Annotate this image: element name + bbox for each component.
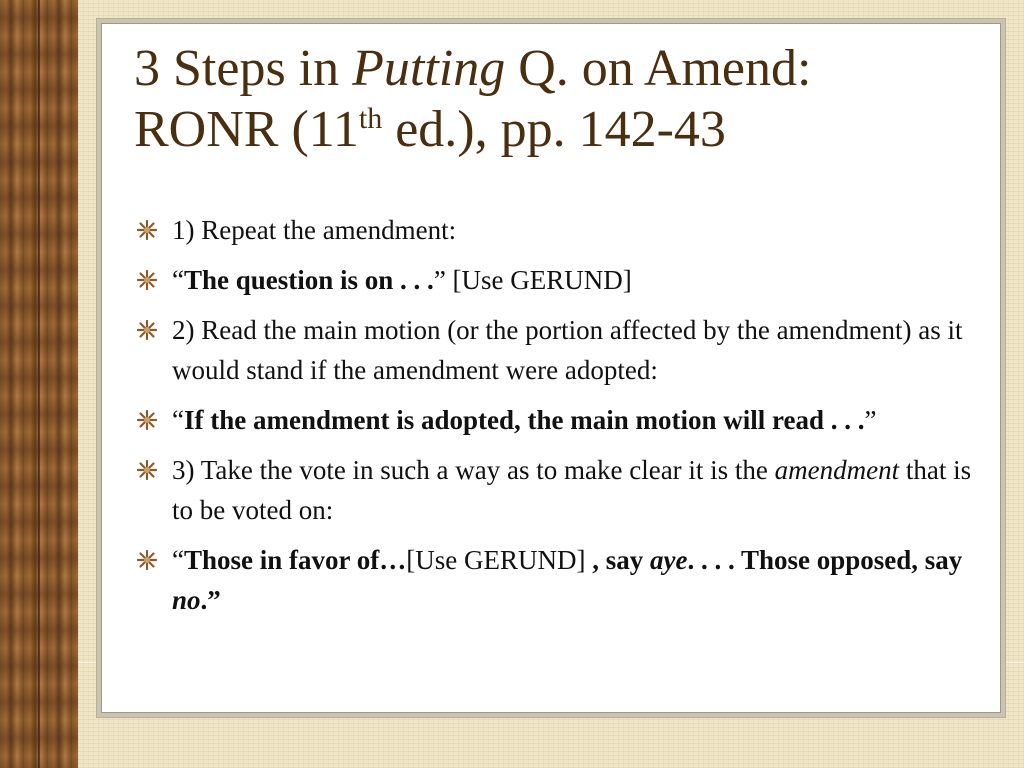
title-part: ed.), pp. 142-43: [382, 101, 726, 158]
quote-mark: “: [172, 265, 184, 295]
quote-mark: “: [172, 405, 184, 435]
bullet-item: [132, 450, 972, 530]
star-bullet-icon: [136, 549, 158, 571]
bullet-text: that is to be voted on:: [172, 455, 972, 525]
bullet-bold-text: The question is on . . .: [183, 265, 434, 295]
bullet-bold-text: Those in favor of…: [183, 545, 407, 575]
title-part: Q. on Amend:: [505, 40, 812, 97]
bullet-bold-text: If the amendment is adopted, the main motion will read . . .: [183, 405, 865, 435]
bullet-italic-text: no: [172, 585, 201, 615]
bullet-text: 2) Read the main motion (or the portion affected by the amendment) as it would stand if the amendment were adopted:: [172, 315, 963, 385]
bullet-bold-text: . . . . Those opposed, say: [687, 545, 963, 575]
bullet-text: ” [Use GERUND]: [433, 265, 632, 295]
star-bullet-icon: [136, 409, 158, 431]
bullet-bold-text: .”: [200, 585, 221, 615]
bullet-text: [Use GERUND]: [406, 545, 586, 575]
title-part: 3 Steps in: [134, 40, 353, 97]
quote-mark: “: [172, 545, 184, 575]
bullet-text: 1) Repeat the amendment:: [172, 215, 457, 245]
bullet-item: [132, 400, 972, 440]
star-bullet-icon: [136, 459, 158, 481]
slide-title: [134, 38, 974, 160]
star-bullet-icon: [136, 319, 158, 341]
wood-pole-decoration: [0, 0, 78, 768]
quote-mark: ”: [864, 405, 877, 435]
title-superscript: th: [358, 102, 383, 135]
star-bullet-icon: [136, 219, 158, 241]
bullet-text: 3) Take the vote in such a way as to make clear it is the: [172, 455, 775, 485]
title-italic: Putting: [352, 40, 506, 97]
bullet-item: [132, 260, 972, 300]
bullet-item: [132, 310, 972, 390]
bullet-bold-text: , say: [585, 545, 650, 575]
bullet-list: [132, 210, 972, 630]
star-bullet-icon: [136, 269, 158, 291]
title-part: RONR (11: [134, 101, 359, 158]
bullet-italic-text: aye: [649, 545, 688, 575]
slide-frame: [96, 18, 1006, 718]
bullet-italic-text: amendment: [774, 455, 900, 485]
bullet-item: [132, 540, 972, 620]
slide-panel: [101, 23, 1001, 713]
bullet-item: [132, 210, 972, 250]
